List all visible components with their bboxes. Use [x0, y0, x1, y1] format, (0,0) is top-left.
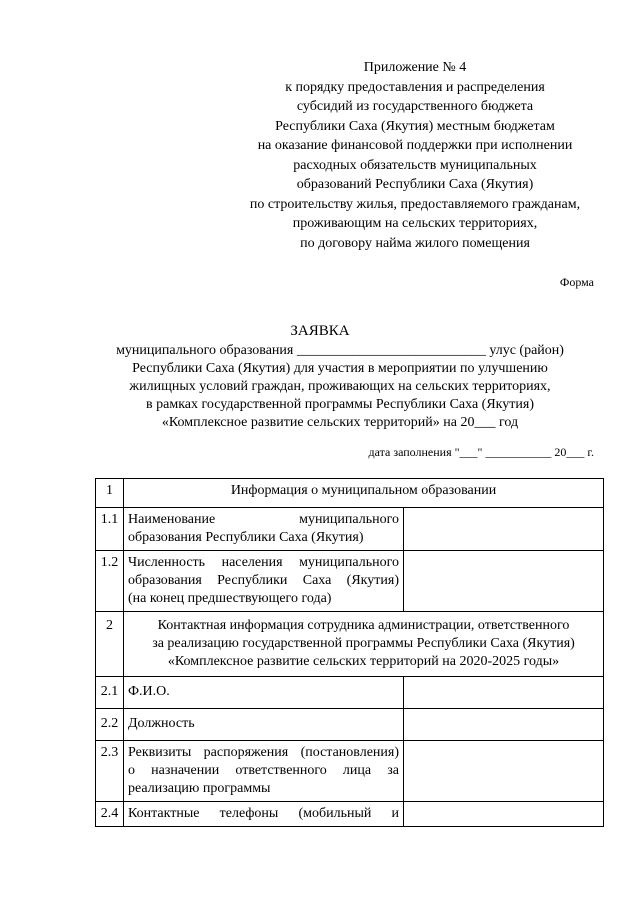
row-label-line: Наименование муниципального	[128, 512, 399, 527]
row-label-line: Численность населения муниципального	[128, 555, 399, 570]
table-section-row	[96, 479, 604, 508]
appendix-line: образований Республики Саха (Якутия)	[296, 177, 534, 192]
row-label-line: Реквизиты распоряжения (постановления)	[128, 745, 399, 760]
appendix-line: Республики Саха (Якутия) местным бюджетам	[275, 118, 555, 134]
value-cell[interactable]	[404, 741, 604, 802]
table-row	[96, 802, 604, 827]
section-heading-line: «Комплексное развитие сельских территорий на 2020-2025 годы»	[167, 654, 560, 669]
appendix-line: Приложение № 4	[363, 60, 467, 75]
fill-date-line: дата заполнения "___" ___________ 20___ г.	[368, 445, 594, 459]
form-label: Форма	[559, 275, 594, 289]
table-row	[96, 741, 604, 802]
appendix-line: субсидий из государственного бюджета	[296, 99, 534, 114]
appendix-header	[225, 58, 605, 253]
row-label-line: о назначении ответственного лица за	[128, 763, 399, 778]
row-number: 1.2	[96, 551, 124, 612]
row-number: 2	[96, 612, 124, 677]
section-heading: Информация о муниципальном образовании	[124, 479, 604, 508]
subtitle-line: в рамках государственной программы Республики Саха (Якутия)	[146, 397, 534, 412]
row-number: 2.1	[96, 677, 124, 709]
row-label-line: (на конец предшествующего года)	[128, 591, 332, 606]
appendix-line: расходных обязательств муниципальных	[293, 157, 537, 173]
row-label: Должность	[124, 709, 404, 741]
row-label	[124, 802, 404, 827]
section-heading-line: Контактная информация сотрудника администрации, ответственного	[157, 618, 570, 633]
appendix-line: проживающим на сельских территориях,	[292, 216, 538, 231]
row-label-line: образования Республики Саха (Якутия)	[128, 530, 364, 545]
appendix-line: по строительству жилья, предоставляемого гражданам,	[249, 196, 581, 212]
row-label-line: реализацию программы	[128, 781, 271, 796]
municipality-info-table	[95, 478, 604, 827]
appendix-line: по договору найма жилого помещения	[300, 235, 530, 251]
subtitle-line: жилищных условий граждан, проживающих на сельских территориях,	[129, 379, 551, 394]
row-number: 2.3	[96, 741, 124, 802]
value-cell[interactable]	[404, 551, 604, 612]
value-cell[interactable]	[404, 802, 604, 827]
row-number: 2.2	[96, 709, 124, 741]
value-cell[interactable]	[404, 709, 604, 741]
subtitle-line: Республики Саха (Якутия) для участия в мероприятии по улучшению	[132, 361, 548, 376]
row-label	[124, 551, 404, 612]
table-row	[96, 551, 604, 612]
appendix-line: к порядку предоставления и распределения	[285, 79, 545, 95]
appendix-line: на оказание финансовой поддержки при исполнении	[257, 138, 573, 153]
row-label	[124, 508, 404, 551]
application-title: ЗАЯВКА	[290, 323, 350, 339]
row-label-line: образования Республики Саха (Якутия)	[128, 573, 399, 588]
subtitle-line: «Комплексное развитие сельских территорий» на 20___ год	[161, 415, 519, 430]
row-label	[124, 741, 404, 802]
table-row	[96, 709, 604, 741]
subtitle-line: муниципального образования ___________________________ улус (район)	[116, 343, 564, 358]
application-subtitle	[60, 342, 620, 432]
value-cell[interactable]	[404, 508, 604, 551]
table-row	[96, 508, 604, 551]
section-heading-line: за реализацию государственной программы Республики Саха (Якутия)	[152, 636, 575, 651]
section-heading	[124, 612, 604, 677]
row-number: 2.4	[96, 802, 124, 827]
value-cell[interactable]	[404, 677, 604, 709]
row-number: 1.1	[96, 508, 124, 551]
row-label: Ф.И.О.	[124, 677, 404, 709]
row-number: 1	[96, 479, 124, 508]
row-label-line: Контактные телефоны (мобильный и	[128, 806, 399, 821]
table-section-row	[96, 612, 604, 677]
table-row	[96, 677, 604, 709]
